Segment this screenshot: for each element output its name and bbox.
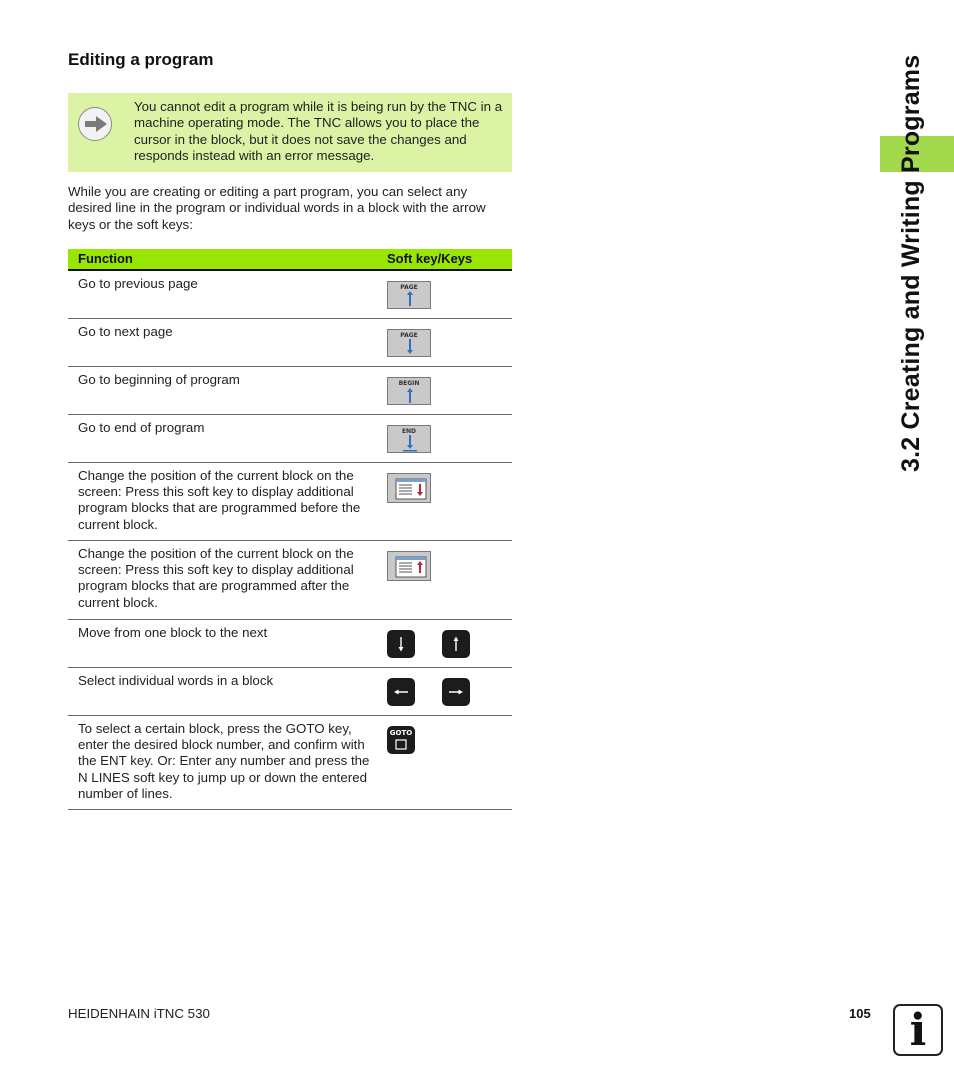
table-row — [68, 271, 512, 319]
function-text: Change the position of the current block on the screen: Press this soft key to display additional program blocks that are programmed before the current block. — [78, 468, 361, 532]
column-header-keys: Soft key/Keys — [387, 251, 473, 266]
table-row — [68, 463, 512, 541]
intro-paragraph: While you are creating or editing a part program, you can select any desired line in the program or individual words in a block with the arrow keys or the soft keys: — [68, 184, 486, 232]
function-text: Go to next page — [78, 324, 173, 339]
block-scroll-down-softkey-icon[interactable] — [387, 473, 431, 503]
table-row — [68, 668, 512, 716]
block-scroll-up-softkey-icon[interactable] — [387, 551, 431, 581]
note-text: You cannot edit a program while it is being run by the TNC in a machine operating mode. The TNC allows you to place the cursor in the block, but it does not save the changes and responds instead with an error message. — [134, 99, 503, 163]
function-text: Go to beginning of program — [78, 372, 240, 387]
note-box — [68, 93, 512, 172]
function-text: Go to end of program — [78, 420, 205, 435]
function-text: Move from one block to the next — [78, 625, 268, 640]
page-up-softkey-icon[interactable]: PAGE — [387, 281, 431, 309]
table-row — [68, 620, 512, 668]
table-row — [68, 319, 512, 367]
table-row — [68, 541, 512, 620]
function-table — [68, 249, 512, 810]
function-text: To select a certain block, press the GOTO key, enter the desired block number, and confirm with the ENT key. Or: Enter any number and press the N LINES soft key to jump up or down the entered number of lines. — [78, 721, 370, 801]
column-header-function: Function — [78, 251, 133, 266]
arrow-right-key-icon[interactable] — [442, 678, 470, 706]
function-text: Change the position of the current block on the screen: Press this soft key to display additional program blocks that are programmed after the current block. — [78, 546, 354, 610]
page-number: 105 — [849, 1006, 871, 1021]
info-icon: i — [893, 1004, 943, 1056]
end-softkey-icon[interactable]: END — [387, 425, 431, 453]
arrow-right-icon — [78, 107, 112, 141]
function-text: Go to previous page — [78, 276, 198, 291]
arrow-left-key-icon[interactable] — [387, 678, 415, 706]
page-down-softkey-icon[interactable]: PAGE — [387, 329, 431, 357]
function-text: Select individual words in a block — [78, 673, 274, 688]
chapter-title: 3.2 Creating and Writing Programs — [897, 54, 925, 472]
table-row — [68, 367, 512, 415]
table-row — [68, 415, 512, 463]
arrow-down-key-icon[interactable] — [387, 630, 415, 658]
arrow-up-key-icon[interactable] — [442, 630, 470, 658]
table-row — [68, 716, 512, 810]
footer-product: HEIDENHAIN iTNC 530 — [68, 1006, 210, 1021]
table-header — [68, 249, 512, 271]
begin-softkey-icon[interactable]: BEGIN — [387, 377, 431, 405]
goto-key-icon[interactable]: GOTO — [387, 726, 415, 754]
section-heading: Editing a program — [68, 50, 214, 69]
